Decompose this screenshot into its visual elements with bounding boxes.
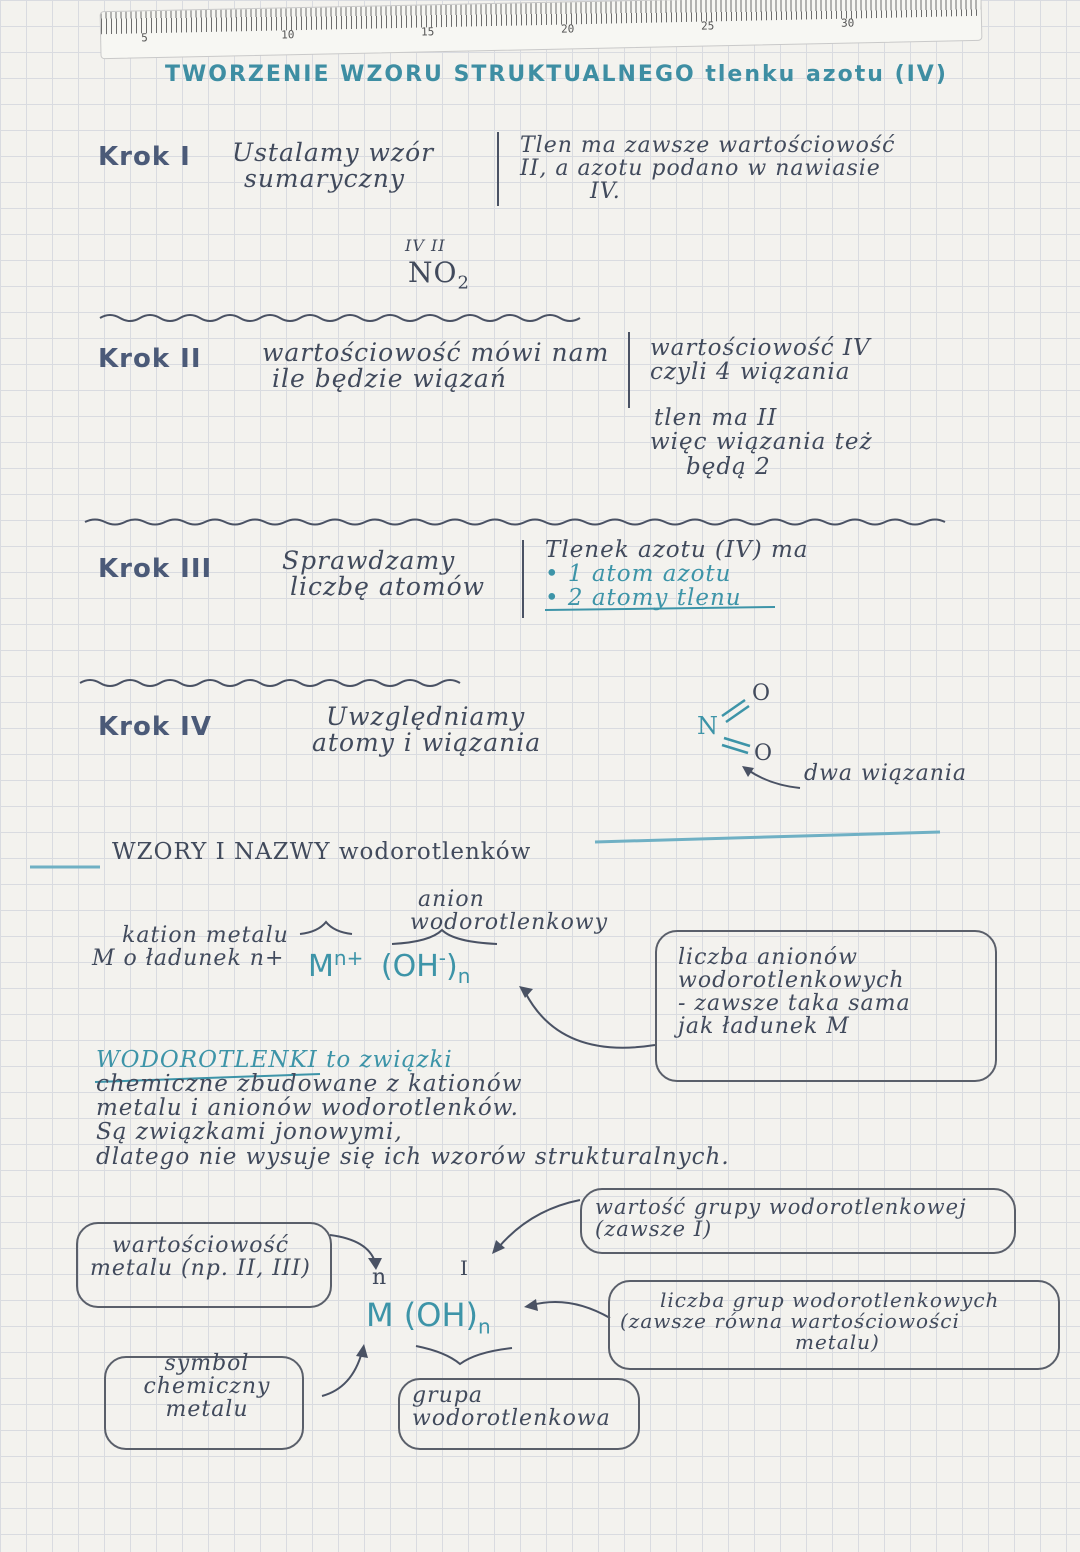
formula-charge: n+	[333, 946, 364, 970]
ruler-number: 10	[280, 28, 295, 42]
step-2-label: Krok II	[98, 344, 202, 374]
valence-label: IV II	[405, 236, 446, 255]
step-1-note-line: IV.	[590, 179, 621, 205]
arrow-line	[498, 1200, 580, 1248]
note-line: wartość grupy wodorotlenkowej	[595, 1195, 967, 1219]
formula2-valence-one: I	[460, 1256, 469, 1280]
double-bond-line	[722, 745, 748, 753]
step-2-note-line: więc wiązania też	[650, 429, 873, 456]
cation-label	[92, 924, 289, 970]
separator-wave	[80, 680, 460, 686]
definition-text	[96, 1048, 730, 1169]
step-1-text-line: sumaryczny	[244, 164, 406, 194]
arrow-head	[519, 986, 533, 998]
step-3-note	[545, 538, 809, 610]
divider	[522, 540, 524, 618]
page-title: TWORZENIE WZORU STRUKTUALNEGO tlenku azotu (IV)	[165, 62, 948, 87]
separator-wave	[85, 520, 945, 525]
step-2-note	[650, 336, 873, 479]
ruler-number: 30	[840, 16, 855, 30]
step-4-label: Krok IV	[98, 712, 212, 742]
formula-bracket: )	[445, 949, 458, 984]
brace	[300, 922, 352, 934]
cation-label-line: M o ładunek n+	[92, 946, 285, 972]
double-bond-line	[722, 700, 745, 716]
arrow-line	[525, 992, 655, 1048]
step-1-note	[520, 134, 895, 203]
step-2-text-line: ile będzie wiązań	[272, 364, 507, 394]
note-line: wodorotlenkowych	[678, 968, 905, 994]
step-1-text	[232, 140, 434, 193]
definition-line: dlatego nie wysuje się ich wzorów strukturalnych.	[96, 1143, 730, 1170]
double-bond-line	[726, 706, 749, 722]
note-line: (zawsze równa wartościowości	[620, 1309, 960, 1333]
note-group-count	[620, 1290, 999, 1353]
divider	[497, 132, 499, 206]
step-1-label: Krok I	[98, 142, 191, 172]
anion-label-line: wodorotlenkowy	[410, 910, 609, 936]
formula2-valence-n: n	[372, 1265, 388, 1290]
note-line: symbol	[164, 1351, 250, 1376]
step-2-note-line: czyli 4 wiązania	[650, 359, 851, 386]
anion-label	[410, 888, 608, 934]
ruler-number: 25	[700, 19, 715, 33]
formula-n: n	[457, 964, 471, 988]
formula2-text: M (OH)	[366, 1296, 478, 1334]
step-2-note-line: tlen ma II	[654, 405, 778, 432]
definition-line: metalu i anionów wodorotlenków.	[96, 1095, 519, 1122]
structure-atom-o: O	[754, 741, 774, 766]
step-3-note-line: Tlenek azotu (IV) ma	[545, 537, 809, 563]
structure-atom-n: N	[697, 712, 719, 740]
step-4-text-line: Uwzględniamy	[326, 702, 526, 731]
double-bond-line	[724, 738, 750, 746]
step-1-note-line: II, a azotu podano w nawiasie	[520, 156, 881, 182]
step-1-text-line: Ustalamy wzór	[232, 138, 435, 167]
definition-line: WODOROTLENKI to związki	[96, 1047, 453, 1073]
step-2-note-line: będą 2	[686, 453, 771, 480]
note-line: wodorotlenkowa	[412, 1406, 611, 1432]
step-2-text-line: wartościowość mówi nam	[262, 338, 610, 367]
step-3-note-line: • 2 atomy tlenu	[545, 585, 742, 612]
note-line: metalu)	[795, 1330, 880, 1354]
formula-no2	[408, 258, 470, 293]
formula-no2-text: NO	[408, 256, 458, 289]
step-3-text	[282, 548, 485, 601]
note-anion-count	[678, 946, 911, 1038]
formula-metal: M	[308, 949, 334, 984]
note-line: liczba grup wodorotlenkowych	[660, 1288, 1000, 1312]
definition-line: Są związkami jonowymi,	[96, 1119, 403, 1146]
section-heading: WZORY I NAZWY wodorotlenków	[112, 839, 532, 865]
note-line: metalu	[165, 1397, 249, 1423]
note-valence-group	[595, 1196, 967, 1240]
note-line: chemiczny	[143, 1374, 271, 1400]
note-symbol	[122, 1352, 292, 1421]
arrow-line	[322, 1352, 362, 1396]
hydroxide-general-formula	[308, 946, 470, 988]
note-group	[412, 1384, 611, 1430]
ruler-number: 20	[560, 22, 575, 36]
step-4-text-line: atomy i wiązania	[312, 728, 542, 758]
step-3-text-line: liczbę atomów	[290, 572, 486, 602]
note-line: - zawsze taka sama	[678, 991, 911, 1017]
divider	[628, 332, 630, 408]
step-2-note-line: wartościowość IV	[650, 335, 871, 361]
step-2-text	[262, 340, 609, 393]
step-3-text-line: Sprawdzamy	[282, 546, 456, 575]
brace	[416, 1346, 512, 1364]
cation-label-line: kation metalu	[122, 923, 289, 948]
note-line: (zawsze I)	[595, 1217, 713, 1242]
arrow-line	[532, 1302, 610, 1318]
arrow-head	[524, 1299, 538, 1311]
definition-line: chemiczne zbudowane z kationów	[96, 1071, 523, 1098]
note-line: wartościowość	[112, 1233, 290, 1258]
structure-atom-o: O	[752, 681, 772, 706]
formula-oh-charge: -	[438, 946, 446, 970]
formula2-subscript: n	[478, 1314, 491, 1339]
anion-label-line: anion	[418, 887, 485, 912]
formula-no2-subscript: 2	[457, 272, 470, 294]
hydroxide-formula	[366, 1296, 491, 1338]
arrow-line	[748, 770, 800, 788]
step-1-note-line: Tlen ma zawsze wartościowość	[520, 133, 896, 158]
step-4-text	[312, 702, 542, 758]
note-line: grupa	[412, 1383, 483, 1408]
arrow-line	[330, 1235, 375, 1262]
step-3-note-line: • 1 atom azotu	[545, 561, 732, 588]
step-4-note: dwa wiązania	[804, 761, 968, 786]
arrow-head	[742, 766, 754, 777]
section-line	[595, 832, 940, 842]
separator-wave	[100, 315, 580, 321]
note-line: metalu (np. II, III)	[90, 1256, 311, 1282]
ruler-number: 5	[141, 31, 148, 45]
step-3-label: Krok III	[98, 554, 213, 584]
note-valence-metal	[90, 1234, 311, 1280]
note-line: liczba anionów	[678, 945, 858, 970]
ruler-number: 15	[420, 25, 435, 39]
arrow-head	[356, 1344, 368, 1358]
note-line: jak ładunek M	[678, 1014, 850, 1040]
formula-oh: (OH	[380, 949, 439, 984]
